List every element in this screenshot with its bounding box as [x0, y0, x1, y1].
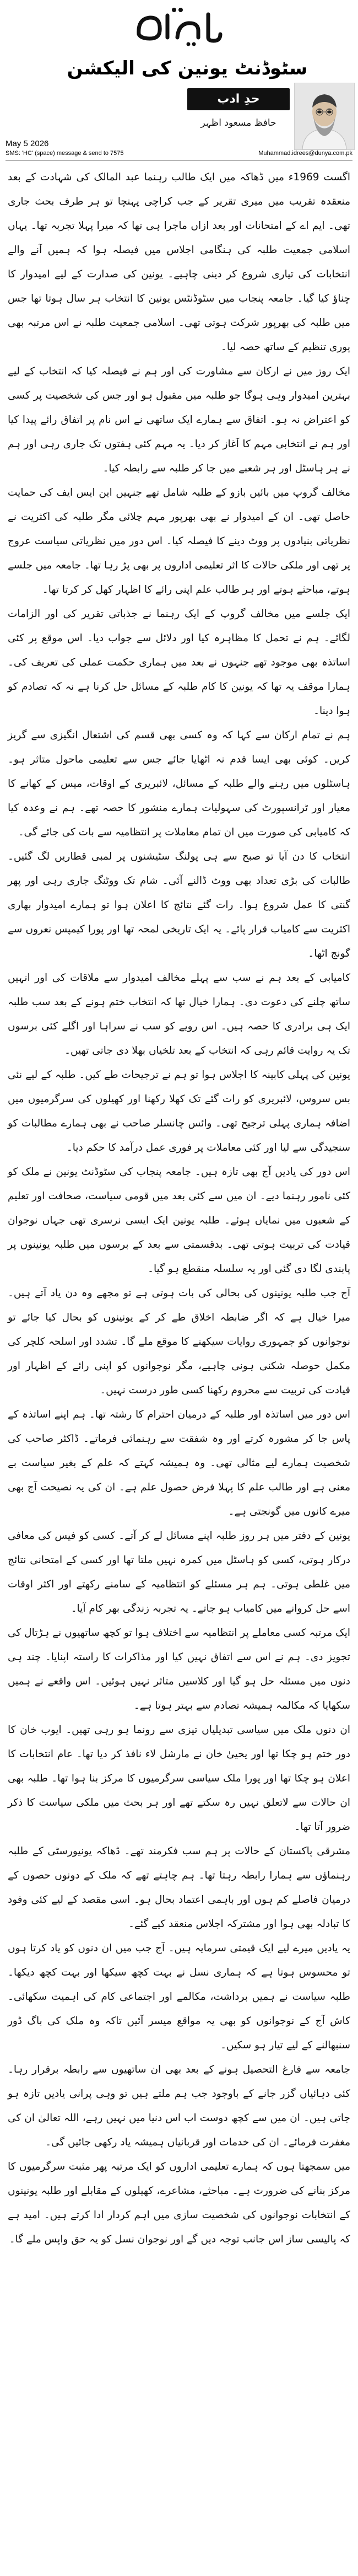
article-paragraph: کامیابی کے بعد ہم نے سب سے پہلے مخالف امیدوار سے ملاقات کی اور انہیں ساتھ چلنے کی دعوت دی۔ ہمارا خیال تھا کہ انتخاب ختم ہونے کے بعد سب طلبہ ایک ہی برادری کا حصہ ہیں۔ اس رویے کو سب نے سراہا اور اگلے کئی برسوں تک یہ روایت قائم رہی کہ انتخاب کے بعد تلخیاں بھلا دی جاتی تھیں۔ [8, 972, 350, 1056]
author-name: حافظ مسعود اظہر [200, 117, 276, 128]
article-body [8, 165, 350, 2252]
article-paragraph: ایک روز میں نے ارکان سے مشاورت کی اور ہم نے فیصلہ کیا کہ انتخاب کے لیے بہترین امیدوار وہی ہوگا جو طلبہ میں مقبول ہو اور جس کی شخصیت پر کسی کو اعتراض نہ ہو۔ اتفاق سے ہمارے ایک ساتھی نے اس نام پر اتفاق رائے پیدا کیا اور ہم نے انتخابی مہم کا آغاز کر دیا۔ یہ مہم کئی ہفتوں تک جاری رہی اور ہم نے ہر ہاسٹل اور ہر شعبے میں جا کر طلبہ سے رابطہ کیا۔ [8, 366, 350, 474]
article-paragraph: اگست 1969ء میں ڈھاکہ میں ایک طالب رہنما عبد المالک کی شہادت کے بعد منعقدہ تقریب میں میری تقریر کے جب کراچی پہنچا تو ہر طرف بحث جاری تھی۔ ایم اے کے امتحانات اور بعد ازاں ماجرا ہی تھا کہ میرا پہلا تجربہ تھا۔ یہاں اسلامی جمعیت طلبہ کی ہنگامی اجلاس میں فیصلہ ہوا کہ ہمیں آنے والے انتخابات کی تیاری شروع کر دینی چاہیے۔ یونین کی صدارت کے لیے امیدوار کا چناؤ کیا گیا۔ جامعہ پنجاب میں سٹوڈنٹس یونین کا انتخاب ہر سال ہوتا تھا جس میں طلبہ کی بھرپور شرکت ہوتی تھی۔ اسلامی جمعیت طلبہ نے اس مرتبہ بھی پوری تنظیم کے ساتھ حصہ لیا۔ [8, 171, 350, 353]
article-paragraph: اس دور کی یادیں آج بھی تازہ ہیں۔ جامعہ پنجاب کی سٹوڈنٹ یونین نے ملک کو کئی نامور رہنما دیے۔ ان میں سے کئی بعد میں قومی سیاست، صحافت اور تعلیم کے شعبوں میں نمایاں ہوئے۔ طلبہ یونین ایک ایسی نرسری تھی جہاں نوجوان قیادت کی تربیت ہوتی تھی۔ بدقسمتی سے بعد کے برسوں میں طلبہ یونینوں پر پابندی لگا دی گئی اور یہ سلسلہ منقطع ہو گیا۔ [8, 1166, 350, 1275]
byline [187, 78, 356, 139]
article-paragraph: جامعہ سے فارغ التحصیل ہونے کے بعد بھی ان ساتھیوں سے رابطہ برقرار رہا۔ کئی دہائیاں گزر جانے کے باوجود جب ہم ملتے ہیں تو وہی پرانی یادیں تازہ ہو جاتی ہیں۔ ان میں سے کچھ دوست اب اس دنیا میں نہیں رہے، اللہ تعالیٰ ان کی مغفرت فرمائے۔ ان کی خدمات اور قربانیاں ہمیشہ یاد رکھی جائیں گی۔ [8, 2064, 350, 2148]
article-paragraph: آج جب طلبہ یونینوں کی بحالی کی بات ہوتی ہے تو مجھے وہ دن یاد آتے ہیں۔ میرا خیال ہے کہ اگر ضابطہ اخلاق طے کر کے یونینوں کو بحال کیا جائے تو نوجوانوں کو جمہوری روایات سیکھنے کا موقع ملے گا۔ تشدد اور اسلحہ کلچر کی مکمل حوصلہ شکنی ہونی چاہیے، مگر نوجوانوں کو اپنی رائے کے اظہار اور قیادت کی تربیت سے محروم رکھنا کسی طور درست نہیں۔ [8, 1287, 350, 1396]
dunya-logo-icon [128, 2, 230, 46]
author-portrait-icon [295, 83, 354, 149]
author-photo [294, 83, 355, 150]
article-paragraph: مشرقی پاکستان کے حالات پر ہم سب فکرمند تھے۔ ڈھاکہ یونیورسٹی کے طلبہ رہنماؤں سے ہمارا رابطہ رہتا تھا۔ ہم چاہتے تھے کہ ملک کے دونوں حصوں کے درمیان فاصلے کم ہوں اور باہمی اعتماد بحال ہو۔ اسی مقصد کے لیے کئی وفود کا تبادلہ بھی ہوا اور مشترکہ اجلاس منعقد کیے گئے۔ [8, 1845, 350, 1930]
author-email[interactable]: Muhammad.idrees@dunya.com.pk [258, 150, 352, 157]
newspaper-logo [0, 0, 358, 49]
sms-prompt: SMS: 'HC' (space) message & send to 7575 [6, 150, 124, 157]
contact-line [6, 150, 352, 157]
column-name: حدِ ادب [217, 92, 260, 106]
article-paragraph: انتخاب کا دن آیا تو صبح سے ہی پولنگ سٹیشنوں پر لمبی قطاریں لگ گئیں۔ طالبات کی بڑی تعداد بھی ووٹ ڈالنے آئی۔ شام تک ووٹنگ جاری رہی اور پھر گنتی کا عمل شروع ہوا۔ رات گئے نتائج کا اعلان ہوا تو ہمارے امیدوار بھاری اکثریت سے کامیاب قرار پائے۔ یہ ایک تاریخی لمحہ تھا اور پورا کیمپس نعروں سے گونج اٹھا۔ [8, 851, 350, 959]
article-paragraph: یونین کی پہلی کابینہ کا اجلاس ہوا تو ہم نے ترجیحات طے کیں۔ طلبہ کے لیے نئی بس سروس، لائبریری کو رات گئے تک کھلا رکھنا اور کھیلوں کی سرگرمیوں میں اضافہ ہماری پہلی ترجیح تھی۔ وائس چانسلر صاحب نے بھی ہمارے مطالبات کو سنجیدگی سے لیا اور کئی معاملات پر فوری عمل درآمد کا حکم دیا۔ [8, 1069, 350, 1153]
page-title: سٹوڈنٹ یونین کی الیکشن [67, 57, 308, 79]
article-paragraph: ایک جلسے میں مخالف گروپ کے ایک رہنما نے جذباتی تقریر کی اور الزامات لگائے۔ ہم نے تحمل کا مظاہرہ کیا اور دلائل سے جواب دیا۔ اس موقع پر کئی اساتذہ بھی موجود تھے جنہوں نے بعد میں ہماری حکمت عملی کی تعریف کی۔ ہمارا موقف یہ تھا کہ یونین کا کام طلبہ کے مسائل حل کرنا ہے نہ کہ تصادم کو ہوا دینا۔ [8, 608, 350, 717]
publish-date: May 5 2026 [6, 139, 49, 148]
column-name-badge [187, 88, 290, 110]
article-paragraph: ان دنوں ملک میں سیاسی تبدیلیاں تیزی سے رونما ہو رہی تھیں۔ ایوب خان کا دور ختم ہو چکا تھا اور یحییٰ خان نے مارشل لاء نافذ کر دیا تھا۔ عام انتخابات کا اعلان ہو چکا تھا اور پورا ملک سیاسی سرگرمیوں کا مرکز بنا ہوا تھا۔ طلبہ بھی ان حالات سے لاتعلق نہیں رہ سکتے تھے اور ہر بحث میں ملکی سیاست کا ذکر ضرور آتا تھا۔ [8, 1724, 350, 1833]
article-paragraph: اس دور میں اساتذہ اور طلبہ کے درمیان احترام کا رشتہ تھا۔ ہم اپنے اساتذہ کے پاس جا کر مشورہ کرتے اور وہ شفقت سے رہنمائی فرماتے۔ ڈاکٹر صاحب کی شخصیت ہمارے لیے مثالی تھی۔ وہ ہمیشہ کہتے کہ علم کے بغیر سیاست بے معنی ہے اور طالب علم کا پہلا فرض حصول علم ہے۔ ان کی یہ نصیحت آج بھی میرے کانوں میں گونجتی ہے۔ [8, 1409, 350, 1517]
article-paragraph: ایک مرتبہ کسی معاملے پر انتظامیہ سے اختلاف ہوا تو کچھ ساتھیوں نے ہڑتال کی تجویز دی۔ ہم نے اس سے اتفاق نہیں کیا اور مذاکرات کا راستہ اپنایا۔ چند ہی دنوں میں مسئلہ حل ہو گیا اور کلاسیں متاثر نہیں ہوئیں۔ اس واقعے نے ہمیں سکھایا کہ مکالمہ ہمیشہ تصادم سے بہتر ہوتا ہے۔ [8, 1627, 350, 1711]
article-paragraph: مخالف گروپ میں بائیں بازو کے طلبہ شامل تھے جنہیں این ایس ایف کی حمایت حاصل تھی۔ ان کے امیدوار نے بھی بھرپور مہم چلائی مگر طلبہ کی اکثریت نے نظریاتی بنیادوں پر ووٹ دینے کا فیصلہ کیا۔ اس دور میں نظریاتی سیاست عروج پر تھی اور ملکی حالات کا اثر تعلیمی اداروں پر بھی پڑ رہا تھا۔ جامعہ میں جلسے ہوتے، مباحثے ہوتے اور ہر طالب علم اپنی رائے کا اظہار کھل کر کرتا تھا۔ [8, 487, 350, 595]
masthead [0, 0, 358, 165]
article-paragraph: میں سمجھتا ہوں کہ ہمارے تعلیمی اداروں کو ایک مرتبہ پھر مثبت سرگرمیوں کا مرکز بنانے کی ضرورت ہے۔ مباحثے، مشاعرے، کھیلوں کے مقابلے اور طلبہ یونینوں کے انتخابات نوجوانوں کی شخصیت سازی میں اہم کردار ادا کرتے ہیں۔ امید ہے کہ پالیسی ساز اس جانب توجہ دیں گے اور نوجوان نسل کو یہ حق واپس ملے گا۔ [8, 2161, 350, 2245]
article-paragraph: یونین کے دفتر میں ہر روز طلبہ اپنے مسائل لے کر آتے۔ کسی کو فیس کی معافی درکار ہوتی، کسی کو ہاسٹل میں کمرہ نہیں ملتا تھا اور کسی کے امتحانی نتائج میں غلطی ہوتی۔ ہم ہر مسئلے کو انتظامیہ کے سامنے رکھتے اور اکثر اوقات اسے حل کروانے میں کامیاب ہو جاتے۔ یہ تجربہ زندگی بھر کام آیا۔ [8, 1530, 350, 1614]
article-paragraph: ہم نے تمام ارکان سے کہا کہ وہ کسی بھی قسم کی اشتعال انگیزی سے گریز کریں۔ کوئی بھی ایسا قدم نہ اٹھایا جائے جس سے تعلیمی ماحول متاثر ہو۔ ہاسٹلوں میں رہنے والے طلبہ کے مسائل، لائبریری کے اوقات، میس کے کھانے کا معیار اور ٹرانسپورٹ کی سہولیات ہمارے منشور کا حصہ تھے۔ ہم نے وعدہ کیا کہ کامیابی کی صورت میں ان تمام معاملات پر انتظامیہ سے بات کی جائے گی۔ [8, 729, 350, 838]
article-paragraph: یہ یادیں میرے لیے ایک قیمتی سرمایہ ہیں۔ آج جب میں ان دنوں کو یاد کرتا ہوں تو محسوس ہوتا ہے کہ ہماری نسل نے بہت کچھ سیکھا اور بہت کچھ دیکھا۔ طلبہ سیاست نے ہمیں برداشت، مکالمے اور اجتماعی کام کی اہمیت سکھائی۔ کاش آج کے نوجوانوں کو بھی یہ مواقع میسر آئیں تاکہ وہ ملک کی باگ ڈور سنبھالنے کے لیے تیار ہو سکیں۔ [8, 1942, 350, 2051]
